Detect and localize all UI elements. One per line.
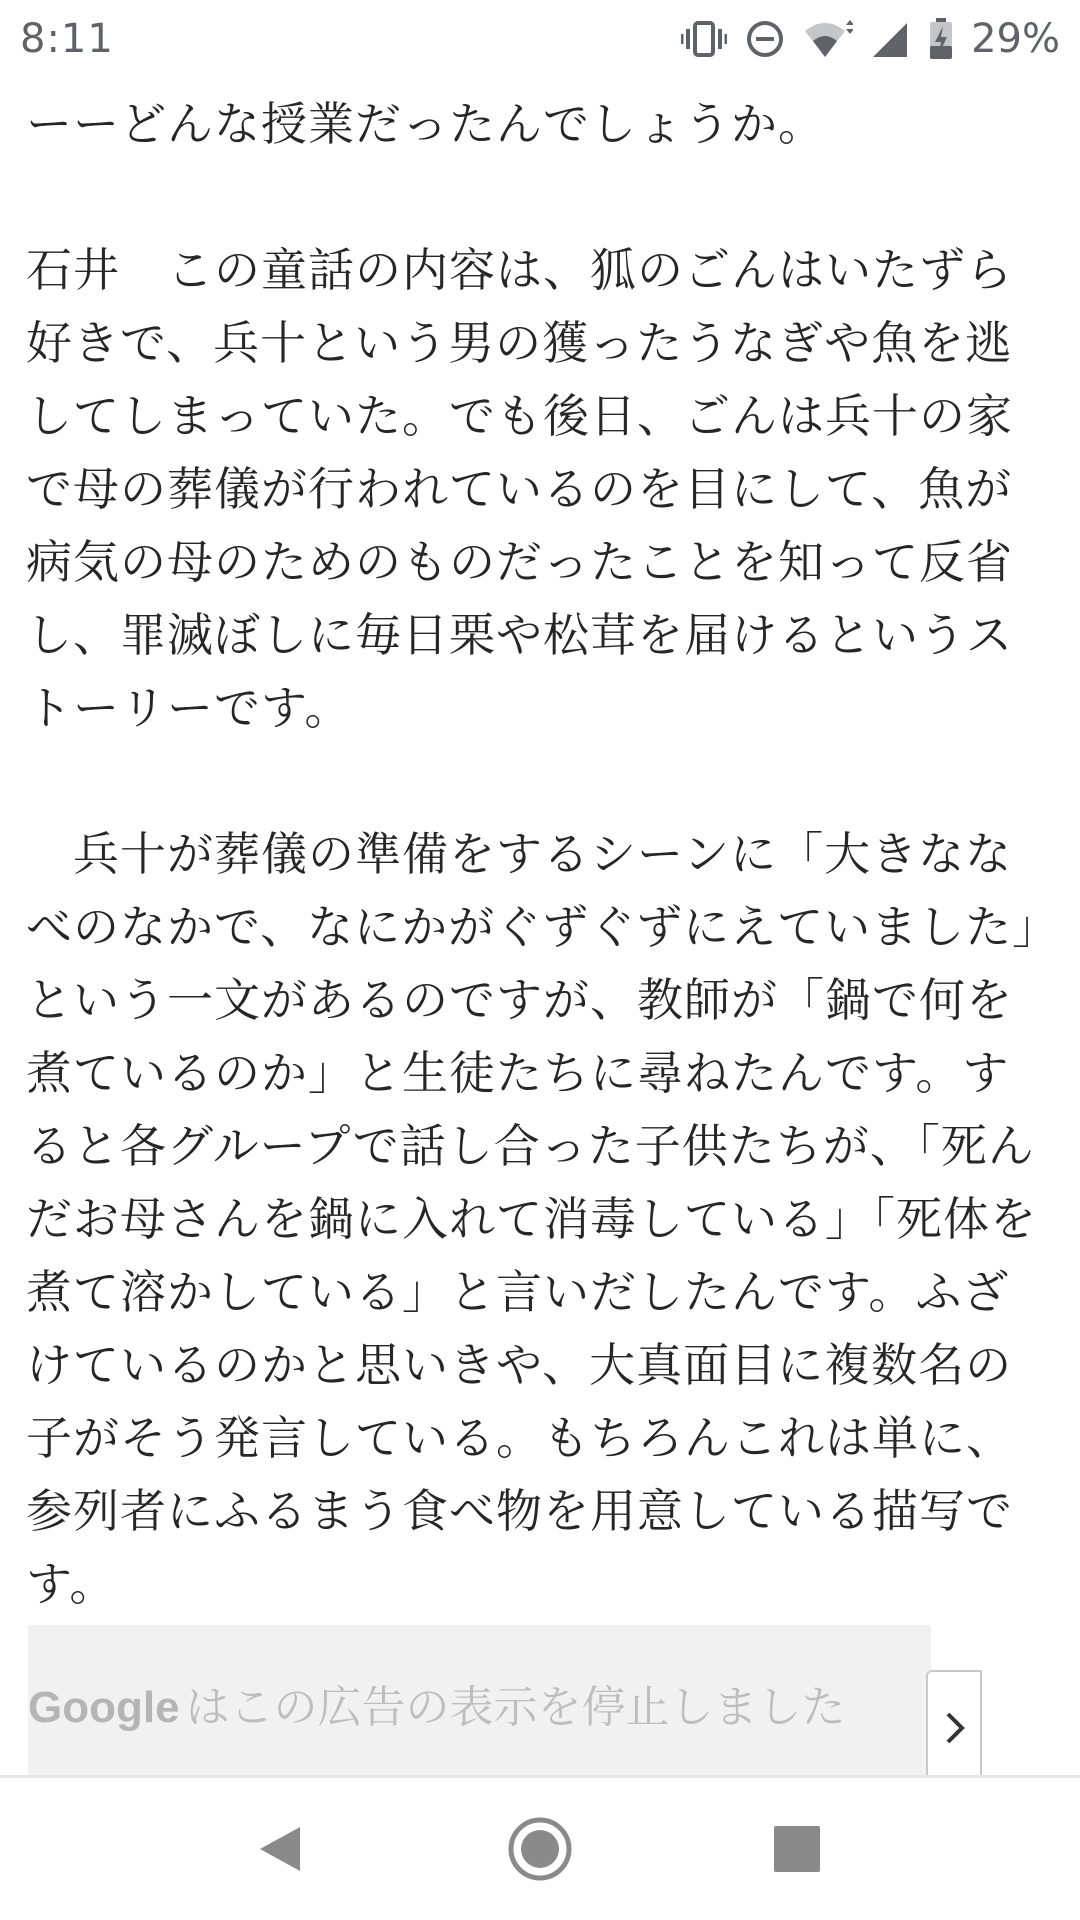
back-button[interactable] [220, 1778, 340, 1920]
article-paragraph: 石井 この童話の内容は、狐のごんはいたずら好きで、兵十という男の獲ったうなぎや魚を逃してしまっていた。でも後日、ごんは兵十の家で母の葬儀が行われているのを目にして、魚が病気の母のためのものだったことを知って反省し、罪滅ぼしに毎日栗や松茸を届けるというストーリーです。 [26, 243, 1013, 735]
do-not-disturb-icon [745, 19, 785, 59]
ad-options-button[interactable] [926, 1670, 982, 1778]
status-icons [681, 16, 1060, 62]
article-paragraph: 兵十が葬儀の準備をするシーンに「大きななべのなかで、なにかがぐずぐずにえていました」という一文があるのですが、教師が「鍋で何を煮ているのか」と生徒たちに尋ねたんです。すると各グループで話し合った子供たちが、「死んだお母さんを鍋に入れて消毒している」「死体を煮て溶かしている」と言いだしたんです。ふざけているのかと思いきや、大真面目に複数名の子がそう発言している。もちろんこれは単に、参列者にふるまう食べ物を用意している描写です。 [26, 827, 1037, 1611]
wifi-icon [803, 19, 853, 59]
vibrate-icon [681, 19, 727, 59]
home-button[interactable] [480, 1778, 600, 1920]
google-logo: Google [28, 1683, 180, 1732]
status-time: 8:11 [20, 16, 114, 62]
ad-stopped-text: はこの広告の表示を停止しました [185, 1682, 846, 1733]
back-icon [256, 1823, 304, 1875]
navigation-bar [0, 1778, 1080, 1920]
battery-charging-icon [929, 18, 953, 60]
home-icon [507, 1816, 573, 1882]
ad-slot [28, 1625, 931, 1775]
article-body [26, 88, 1056, 1621]
ad-closed-message [28, 1671, 846, 1735]
battery-percent: 29% [971, 16, 1060, 62]
recents-icon [774, 1826, 820, 1872]
chevron-right-icon [940, 1710, 970, 1746]
recents-button[interactable] [737, 1778, 857, 1920]
cellular-signal-icon [871, 19, 911, 59]
status-bar [0, 0, 1080, 78]
article-paragraph: ーーどんな授業だったんでしょうか。 [26, 97, 825, 151]
